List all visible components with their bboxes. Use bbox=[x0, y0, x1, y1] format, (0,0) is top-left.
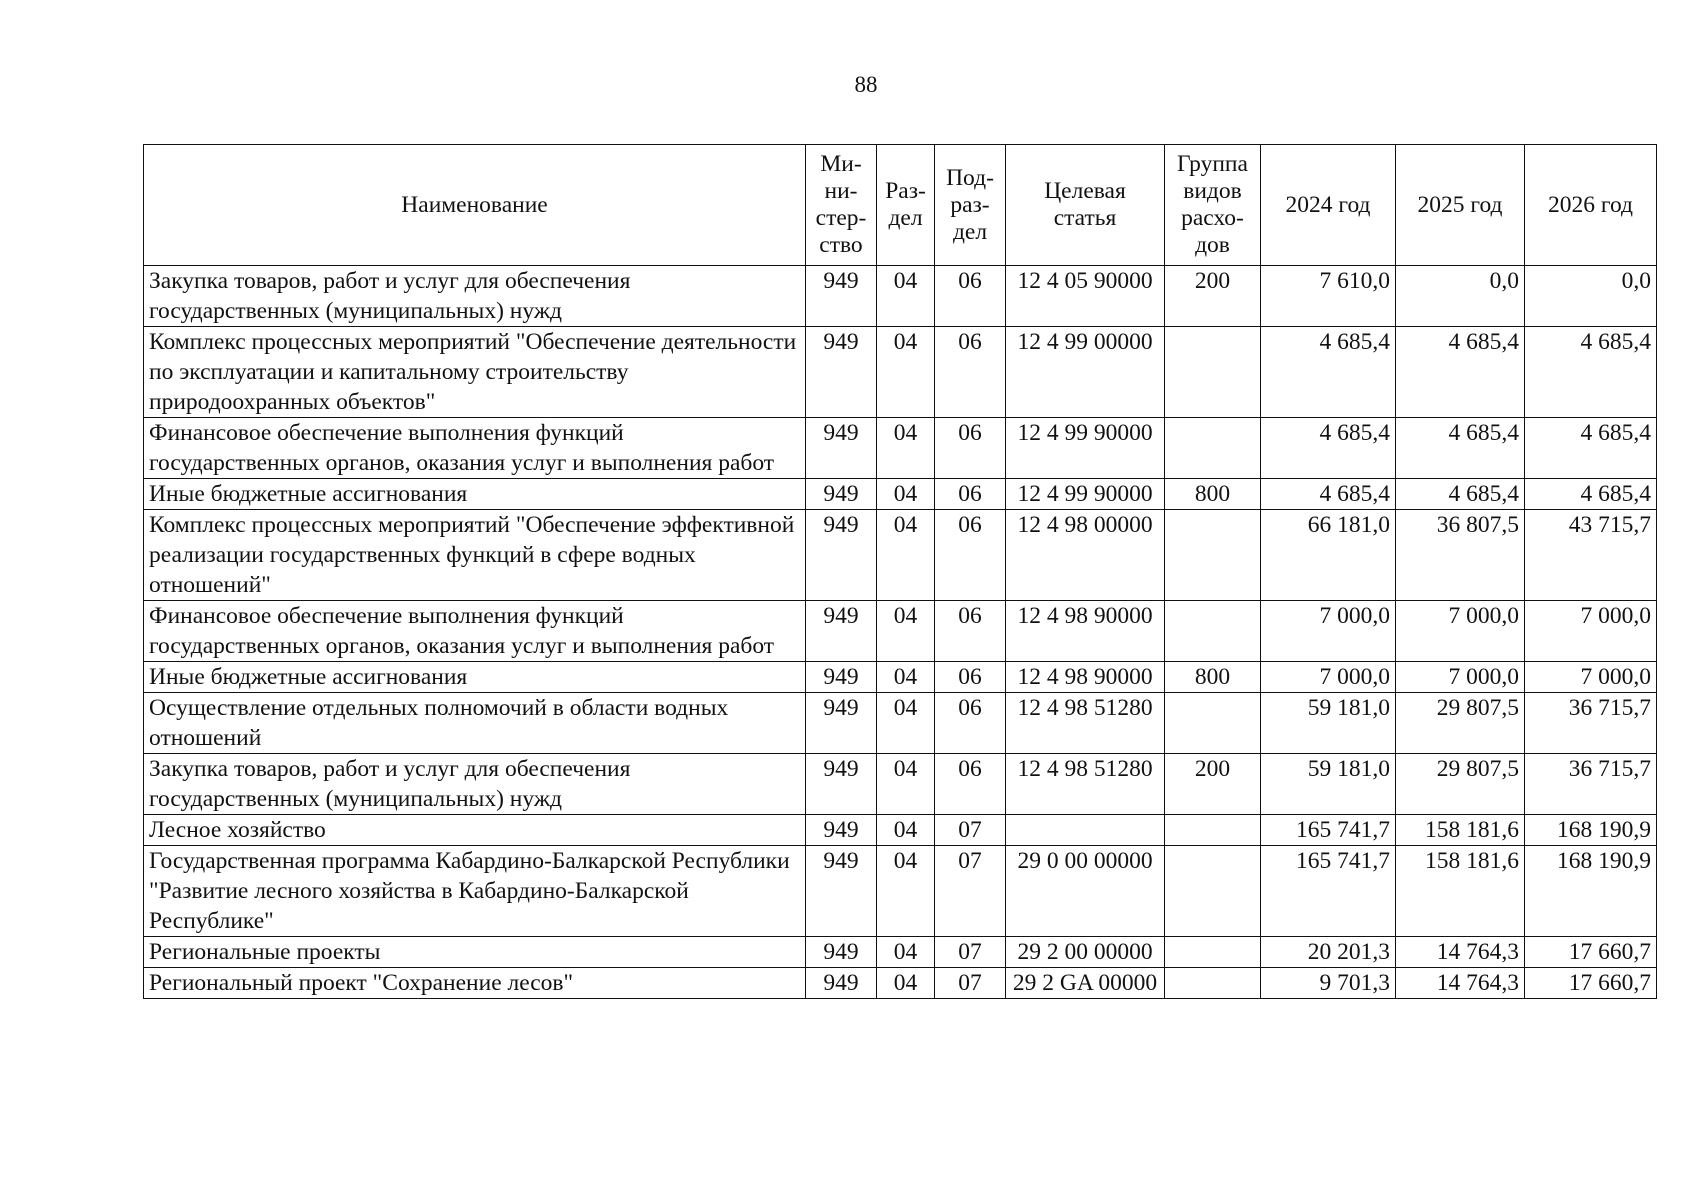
row-name: Государственная программа Кабардино-Балкарской Республики "Развитие лесного хозяйства в Кабардино-Балкарской Республике" bbox=[144, 846, 806, 937]
row-section: 04 bbox=[877, 510, 935, 601]
row-target-article: 12 4 05 90000 bbox=[1006, 266, 1165, 327]
row-subsection: 06 bbox=[935, 479, 1006, 510]
row-amount-2025: 29 807,5 bbox=[1396, 754, 1525, 815]
row-name: Осуществление отдельных полномочий в области водных отношений bbox=[144, 693, 806, 754]
row-amount-2024: 165 741,7 bbox=[1261, 815, 1396, 846]
row-ministry: 949 bbox=[806, 846, 877, 937]
header-target: Целевая статья bbox=[1006, 145, 1165, 266]
row-subsection: 07 bbox=[935, 937, 1006, 968]
row-amount-2024: 4 685,4 bbox=[1261, 479, 1396, 510]
header-section: Раз- дел bbox=[877, 145, 935, 266]
row-ministry: 949 bbox=[806, 662, 877, 693]
row-subsection: 07 bbox=[935, 815, 1006, 846]
row-amount-2025: 7 000,0 bbox=[1396, 601, 1525, 662]
row-expense-group: 200 bbox=[1165, 266, 1261, 327]
row-section: 04 bbox=[877, 327, 935, 418]
row-name: Финансовое обеспечение выполнения функций государственных органов, оказания услуг и выполнения работ bbox=[144, 601, 806, 662]
row-name: Иные бюджетные ассигнования bbox=[144, 479, 806, 510]
table-row bbox=[144, 754, 1657, 815]
row-amount-2026: 36 715,7 bbox=[1525, 754, 1657, 815]
header-2025: 2025 год bbox=[1396, 145, 1525, 266]
row-target-article: 12 4 99 00000 bbox=[1006, 327, 1165, 418]
table-row bbox=[144, 846, 1657, 937]
table-row bbox=[144, 662, 1657, 693]
header-expense-group: Группа видов расхо- дов bbox=[1165, 145, 1261, 266]
row-name: Иные бюджетные ассигнования bbox=[144, 662, 806, 693]
table-row bbox=[144, 815, 1657, 846]
row-amount-2025: 4 685,4 bbox=[1396, 418, 1525, 479]
table-row bbox=[144, 693, 1657, 754]
row-target-article: 12 4 98 51280 bbox=[1006, 693, 1165, 754]
row-expense-group bbox=[1165, 327, 1261, 418]
row-amount-2026: 17 660,7 bbox=[1525, 968, 1657, 999]
row-amount-2024: 9 701,3 bbox=[1261, 968, 1396, 999]
row-amount-2025: 0,0 bbox=[1396, 266, 1525, 327]
row-amount-2024: 59 181,0 bbox=[1261, 693, 1396, 754]
row-name: Комплекс процессных мероприятий "Обеспечение деятельности по эксплуатации и капитальному строительству природоохранных объектов" bbox=[144, 327, 806, 418]
row-expense-group bbox=[1165, 846, 1261, 937]
row-amount-2024: 4 685,4 bbox=[1261, 327, 1396, 418]
row-ministry: 949 bbox=[806, 266, 877, 327]
row-target-article: 29 2 GA 00000 bbox=[1006, 968, 1165, 999]
row-expense-group: 800 bbox=[1165, 479, 1261, 510]
row-expense-group bbox=[1165, 418, 1261, 479]
row-section: 04 bbox=[877, 266, 935, 327]
table-row bbox=[144, 479, 1657, 510]
row-amount-2026: 36 715,7 bbox=[1525, 693, 1657, 754]
row-expense-group bbox=[1165, 601, 1261, 662]
row-section: 04 bbox=[877, 601, 935, 662]
row-amount-2026: 4 685,4 bbox=[1525, 327, 1657, 418]
row-amount-2024: 66 181,0 bbox=[1261, 510, 1396, 601]
row-name: Закупка товаров, работ и услуг для обеспечения государственных (муниципальных) нужд bbox=[144, 266, 806, 327]
row-amount-2024: 7 610,0 bbox=[1261, 266, 1396, 327]
row-amount-2026: 168 190,9 bbox=[1525, 815, 1657, 846]
header-subsection: Под- раз- дел bbox=[935, 145, 1006, 266]
header-ministry: Ми- ни- стер- ство bbox=[806, 145, 877, 266]
row-expense-group bbox=[1165, 937, 1261, 968]
row-target-article bbox=[1006, 815, 1165, 846]
row-target-article: 12 4 98 00000 bbox=[1006, 510, 1165, 601]
row-ministry: 949 bbox=[806, 937, 877, 968]
row-section: 04 bbox=[877, 418, 935, 479]
table-row bbox=[144, 418, 1657, 479]
page-number: 88 bbox=[854, 72, 878, 97]
row-name: Финансовое обеспечение выполнения функций государственных органов, оказания услуг и выполнения работ bbox=[144, 418, 806, 479]
row-amount-2025: 14 764,3 bbox=[1396, 937, 1525, 968]
row-amount-2026: 17 660,7 bbox=[1525, 937, 1657, 968]
row-ministry: 949 bbox=[806, 968, 877, 999]
row-subsection: 06 bbox=[935, 693, 1006, 754]
table-row bbox=[144, 937, 1657, 968]
row-ministry: 949 bbox=[806, 601, 877, 662]
row-amount-2026: 7 000,0 bbox=[1525, 662, 1657, 693]
row-amount-2024: 59 181,0 bbox=[1261, 754, 1396, 815]
row-amount-2025: 158 181,6 bbox=[1396, 815, 1525, 846]
row-name: Региональные проекты bbox=[144, 937, 806, 968]
row-ministry: 949 bbox=[806, 510, 877, 601]
row-section: 04 bbox=[877, 754, 935, 815]
table-row bbox=[144, 601, 1657, 662]
row-amount-2026: 0,0 bbox=[1525, 266, 1657, 327]
row-amount-2025: 29 807,5 bbox=[1396, 693, 1525, 754]
row-amount-2024: 4 685,4 bbox=[1261, 418, 1396, 479]
row-amount-2026: 168 190,9 bbox=[1525, 846, 1657, 937]
row-section: 04 bbox=[877, 937, 935, 968]
header-2024: 2024 год bbox=[1261, 145, 1396, 266]
table-body bbox=[144, 266, 1657, 999]
row-subsection: 07 bbox=[935, 968, 1006, 999]
row-target-article: 12 4 99 90000 bbox=[1006, 418, 1165, 479]
row-amount-2025: 36 807,5 bbox=[1396, 510, 1525, 601]
row-subsection: 06 bbox=[935, 266, 1006, 327]
row-ministry: 949 bbox=[806, 754, 877, 815]
row-subsection: 06 bbox=[935, 601, 1006, 662]
row-section: 04 bbox=[877, 846, 935, 937]
table-row bbox=[144, 968, 1657, 999]
row-amount-2024: 7 000,0 bbox=[1261, 662, 1396, 693]
row-target-article: 12 4 98 90000 bbox=[1006, 601, 1165, 662]
row-amount-2025: 14 764,3 bbox=[1396, 968, 1525, 999]
row-name: Региональный проект "Сохранение лесов" bbox=[144, 968, 806, 999]
row-amount-2024: 7 000,0 bbox=[1261, 601, 1396, 662]
row-ministry: 949 bbox=[806, 418, 877, 479]
row-amount-2024: 20 201,3 bbox=[1261, 937, 1396, 968]
row-target-article: 29 0 00 00000 bbox=[1006, 846, 1165, 937]
header-name: Наименование bbox=[144, 145, 806, 266]
table-row bbox=[144, 327, 1657, 418]
row-amount-2026: 7 000,0 bbox=[1525, 601, 1657, 662]
table-row bbox=[144, 510, 1657, 601]
row-amount-2025: 4 685,4 bbox=[1396, 479, 1525, 510]
row-expense-group: 200 bbox=[1165, 754, 1261, 815]
row-subsection: 06 bbox=[935, 327, 1006, 418]
row-subsection: 06 bbox=[935, 510, 1006, 601]
row-amount-2025: 7 000,0 bbox=[1396, 662, 1525, 693]
budget-table bbox=[143, 144, 1657, 999]
row-amount-2024: 165 741,7 bbox=[1261, 846, 1396, 937]
row-section: 04 bbox=[877, 479, 935, 510]
row-subsection: 06 bbox=[935, 662, 1006, 693]
row-expense-group bbox=[1165, 693, 1261, 754]
table-row bbox=[144, 266, 1657, 327]
row-section: 04 bbox=[877, 693, 935, 754]
row-section: 04 bbox=[877, 815, 935, 846]
row-subsection: 06 bbox=[935, 754, 1006, 815]
header-2026: 2026 год bbox=[1525, 145, 1657, 266]
row-amount-2025: 158 181,6 bbox=[1396, 846, 1525, 937]
row-target-article: 12 4 99 90000 bbox=[1006, 479, 1165, 510]
row-name: Закупка товаров, работ и услуг для обеспечения государственных (муниципальных) нужд bbox=[144, 754, 806, 815]
row-target-article: 12 4 98 51280 bbox=[1006, 754, 1165, 815]
row-ministry: 949 bbox=[806, 693, 877, 754]
row-expense-group: 800 bbox=[1165, 662, 1261, 693]
row-ministry: 949 bbox=[806, 479, 877, 510]
row-target-article: 29 2 00 00000 bbox=[1006, 937, 1165, 968]
row-amount-2025: 4 685,4 bbox=[1396, 327, 1525, 418]
row-expense-group bbox=[1165, 968, 1261, 999]
row-name: Лесное хозяйство bbox=[144, 815, 806, 846]
row-expense-group bbox=[1165, 815, 1261, 846]
row-section: 04 bbox=[877, 662, 935, 693]
row-ministry: 949 bbox=[806, 815, 877, 846]
row-expense-group bbox=[1165, 510, 1261, 601]
row-section: 04 bbox=[877, 968, 935, 999]
row-ministry: 949 bbox=[806, 327, 877, 418]
table-header bbox=[144, 145, 1657, 266]
row-amount-2026: 4 685,4 bbox=[1525, 418, 1657, 479]
row-target-article: 12 4 98 90000 bbox=[1006, 662, 1165, 693]
row-amount-2026: 43 715,7 bbox=[1525, 510, 1657, 601]
row-name: Комплекс процессных мероприятий "Обеспечение эффективной реализации государственных функций в сфере водных отношений" bbox=[144, 510, 806, 601]
row-subsection: 07 bbox=[935, 846, 1006, 937]
row-amount-2026: 4 685,4 bbox=[1525, 479, 1657, 510]
row-subsection: 06 bbox=[935, 418, 1006, 479]
